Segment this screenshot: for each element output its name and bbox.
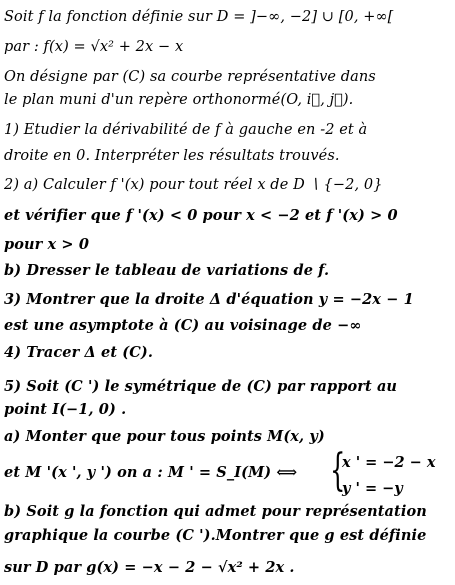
question-5-line-2: point I(−1, 0) . [4, 401, 127, 418]
statement-line-3: On désigne par (C) sa courbe représentative dans [4, 69, 376, 85]
question-5a-line-1: a) Monter que pour tous points M(x, y) [4, 428, 325, 445]
question-4: 4) Tracer Δ et (C). [4, 344, 153, 361]
system-equation-1: x ' = −2 − x [342, 454, 436, 471]
system-brace: { [330, 445, 346, 496]
question-1-line-1: 1) Etudier la dérivabilité de f à gauche en -2 et à [4, 122, 368, 138]
question-1-line-2: droite en 0. Interpréter les résultats trouvés. [4, 148, 340, 164]
system-equation-2: y ' = −y [342, 480, 403, 497]
question-3-line-1: 3) Montrer que la droite Δ d'équation y = −2x − 1 [4, 291, 414, 308]
question-3-line-2: est une asymptote à (C) au voisinage de −∞ [4, 317, 362, 334]
question-5-line-1: 5) Soit (C ') le symétrique de (C) par rapport au [4, 378, 398, 395]
statement-line-2: par : f(x) = √x² + 2x − x [4, 39, 184, 55]
question-5b-line-1: b) Soit g la fonction qui admet pour représentation [4, 503, 427, 520]
question-2b: b) Dresser le tableau de variations de f. [4, 262, 330, 279]
question-2a-line-1: 2) a) Calculer f '(x) pour tout réel x de D ∖ {−2, 0} [4, 177, 383, 193]
question-2a-line-3: pour x > 0 [4, 236, 90, 253]
question-5b-line-3: sur D par g(x) = −x − 2 − √x² + 2x . [4, 559, 295, 576]
question-2a-line-2: et vérifier que f '(x) < 0 pour x < −2 et f '(x) > 0 [4, 207, 398, 224]
statement-line-1: Soit f la fonction définie sur D = ]−∞, −2] ∪ [0, +∞[ [4, 9, 394, 25]
question-5b-line-2: graphique la courbe (C ').Montrer que g est définie [4, 527, 427, 544]
question-5a-line-2: et M '(x ', y ') on a : M ' = S_I(M) ⟺ [4, 464, 298, 481]
statement-line-4: le plan muni d'un repère orthonormé(O, i⃗, j⃗). [4, 92, 354, 108]
transformation-system [330, 445, 450, 498]
